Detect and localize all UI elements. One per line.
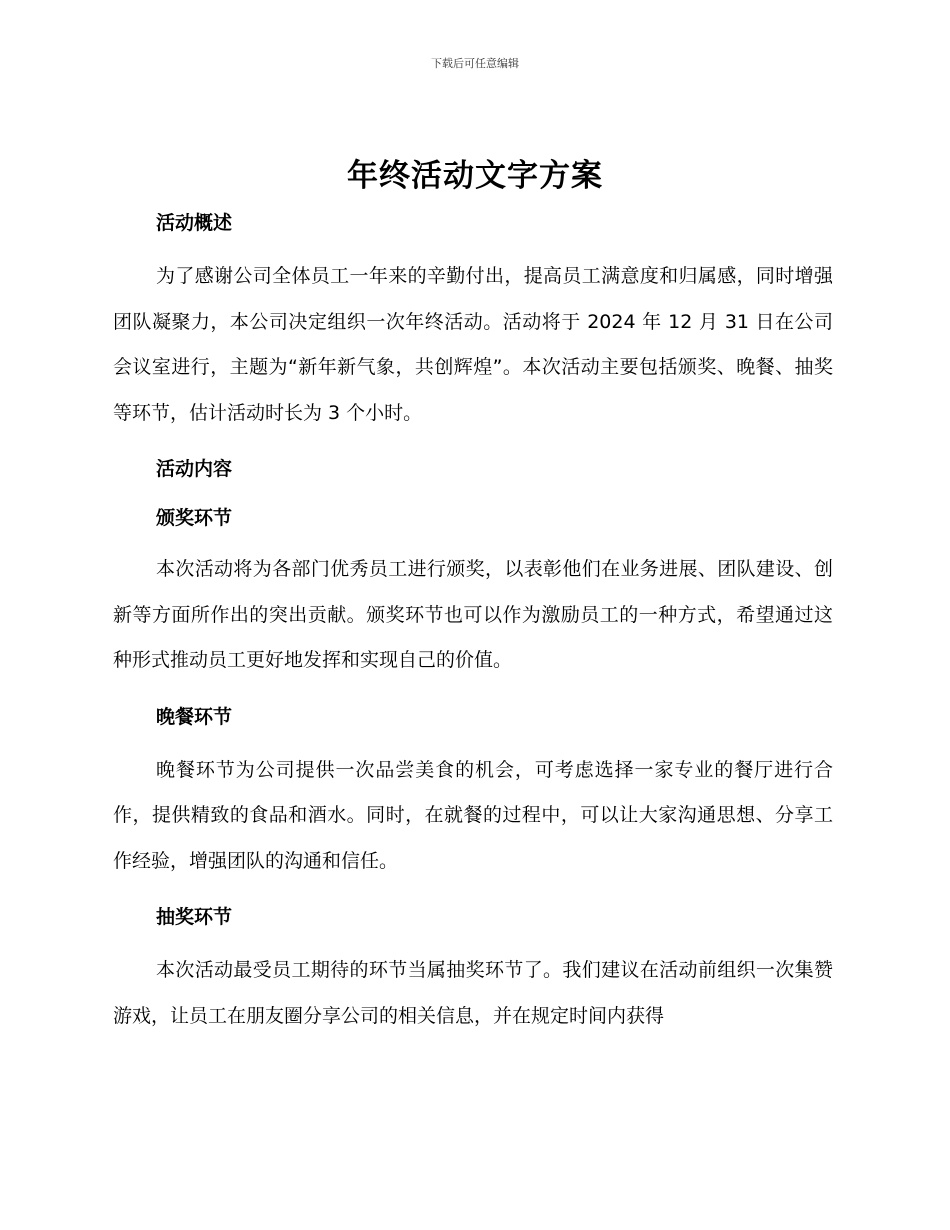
paragraph-dinner: 晚餐环节为公司提供一次品尝美食的机会，可考虑选择一家专业的餐厅进行合作，提供精致的食品和酒水。同时，在就餐的过程中，可以让大家沟通思想、分享工作经验，增强团队的沟通和信任。 xyxy=(113,758,833,872)
section-heading-award: 颁奖环节 xyxy=(156,507,233,529)
section-heading-content: 活动内容 xyxy=(156,458,233,480)
paragraph-award: 本次活动将为各部门优秀员工进行颁奖，以表彰他们在业务进展、团队建设、创新等方面所作出的突出贡献。颁奖环节也可以作为激励员工的一种方式，希望通过这种形式推动员工更好地发挥和实现自己的价值。 xyxy=(113,558,833,671)
document-title: 年终活动文字方案 xyxy=(347,158,603,194)
section-heading-dinner: 晚餐环节 xyxy=(156,705,233,728)
paragraph-overview: 为了感谢公司全体员工一年来的辛勤付出，提高员工满意度和归属感，同时增强团队凝聚力，本公司决定组织一次年终活动。活动将于 2024 年 12 月 31 日在公司会议室进行，主题为“新年新气象，共创辉煌”。本次活动主要包括颁奖、晚餐、抽奖等环节，估计活动时长为 3 个小时。 xyxy=(113,265,833,424)
document-body xyxy=(113,203,833,1039)
paragraph-lottery: 本次活动最受员工期待的环节当属抽奖环节了。我们建议在活动前组织一次集赞游戏，让员工在朋友圈分享公司的相关信息，并在规定时间内获得 xyxy=(113,959,833,1027)
section-heading-overview: 活动概述 xyxy=(156,212,233,234)
section-heading-lottery: 抽奖环节 xyxy=(156,906,233,928)
header-note: 下载后可任意编辑 xyxy=(431,57,519,70)
